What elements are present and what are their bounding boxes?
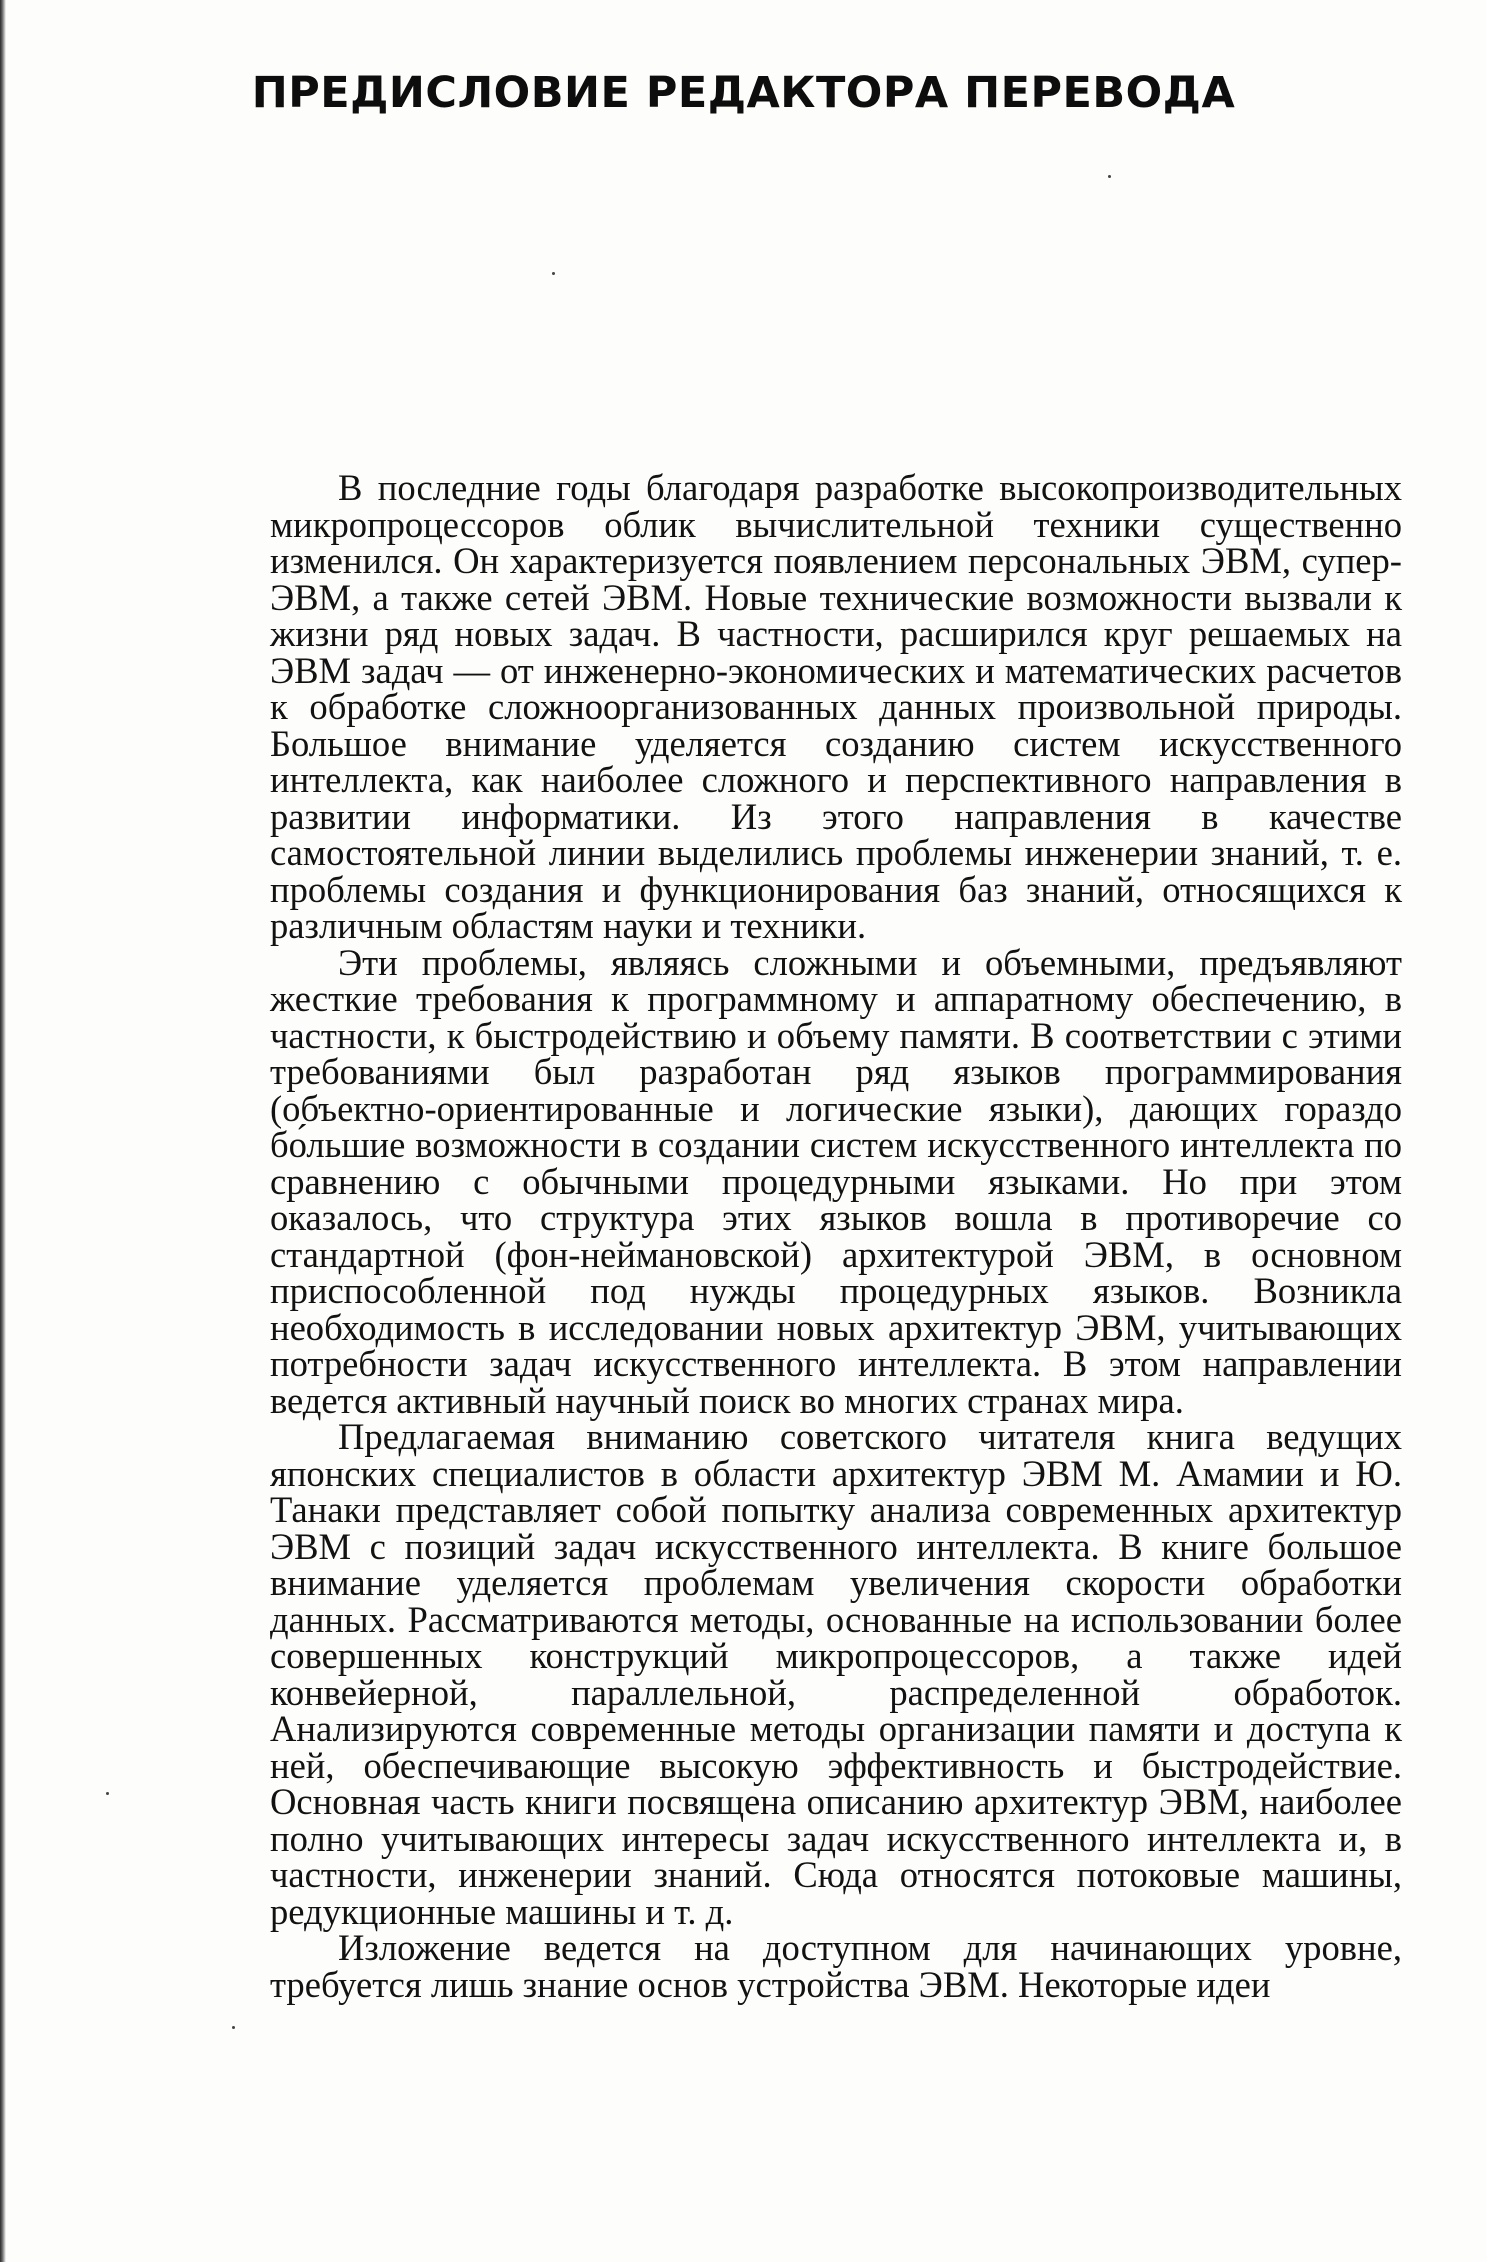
scan-speck	[106, 1792, 109, 1795]
paragraph-3: Предлагаемая вниманию советского читателя книга ведущих японских специалистов в области архитектур ЭВМ М. Амамии и Ю. Танаки представляет собой попытку анализа современных архитектур ЭВМ с позиций задач искусственного интеллекта. В книге большое внимание уделяется проблемам увеличения скорости обработки данных. Рассматриваются методы, основанные на использовании более совершенных конструкций микропроцессоров, а также идей конвейерной, параллельной, распределенной обработок. Анализируются современные методы организации памяти и доступа к ней, обеспечивающие высокую эффективность и быстродействие. Основная часть книги посвящена описанию архитектур ЭВМ, наиболее полно учитывающих интересы задач искусственного интеллекта и, в частности, инженерии знаний. Сюда относятся потоковые машины, редукционные машины и т. д.	[270, 1416, 1402, 1932]
page-title: ПРЕДИСЛОВИЕ РЕДАКТОРА ПЕРЕВОДА	[251, 68, 1236, 118]
paragraph-1: В последние годы благодаря разработке высокопроизводительных микропроцессоров облик вычислительной техники существенно изменился. Он характеризуется появлением персональных ЭВМ, супер-ЭВМ, а также сетей ЭВМ. Новые технические возможности вызвали к жизни ряд новых задач. В частности, расширился круг решаемых на ЭВМ задач — от инженерно-экономических и математических расчетов к обработке сложноорганизованных данных произвольной природы. Большое внимание уделяется созданию систем искусственного интеллекта, как наиболее сложного и перспективного направления в развитии информатики. Из этого направления в качестве самостоятельной линии выделились проблемы инженерии знаний, т. е. проблемы создания и функционирования баз знаний, относящихся к различным областям науки и техники.	[270, 467, 1402, 946]
scan-speck	[232, 2026, 235, 2029]
paragraph-4: Изложение ведется на доступном для начинающих уровне, требуется лишь знание основ устройства ЭВМ. Некоторые идеи	[270, 1927, 1402, 2005]
scan-speck	[552, 272, 555, 275]
scan-speck	[1108, 175, 1111, 178]
preface-body	[270, 467, 1402, 2005]
page-binding-edge	[0, 0, 6, 2262]
paragraph-2: Эти проблемы, являясь сложными и объемными, предъявляют жесткие требования к программному и аппаратному обеспечению, в частности, к быстродействию и объему памяти. В соответствии с этими требованиями был разработан ряд языков программирования (объектно-ориентированные и логические языки), дающих гораздо бо́льшие возможности в создании систем искусственного интеллекта по сравнению с обычными процедурными языками. Но при этом оказалось, что структура этих языков вошла в противоречие со стандартной (фон-неймановской) архитектурой ЭВМ, в основном приспособленной под нужды процедурных языков. Возникла необходимость в исследовании новых архитектур ЭВМ, учитывающих потребности задач искусственного интеллекта. В этом направлении ведется активный научный поиск во многих странах мира.	[270, 941, 1402, 1421]
